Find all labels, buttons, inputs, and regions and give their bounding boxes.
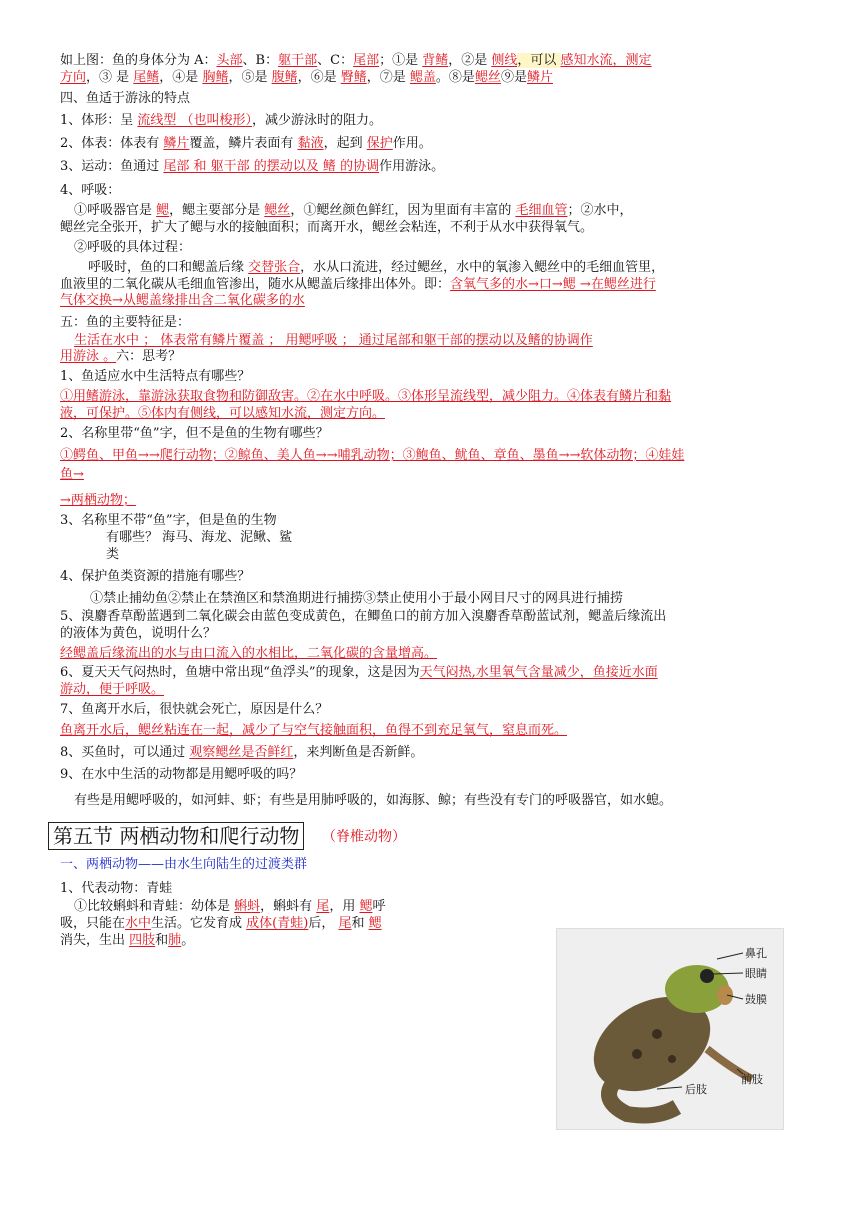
question-6: 6、夏天天气闷热时，鱼塘中常出现“鱼浮头”的现象，这是因为天气闷热,水里氧气含量减少，鱼接近水面 <box>60 665 658 680</box>
respiration-gill-note: 鳃丝完全张开，扩大了鳃与水的接触面积；而离开水，鳃丝会粘连，不利于从水中获得氧气。 <box>60 220 594 235</box>
answer-9: 有些是用鳃呼吸的，如河蚌、虾；有些是用肺呼吸的，如海豚、鲸；有些没有专门的呼吸器官，如水螅。 <box>74 793 673 808</box>
answer-7: 鱼离开水后，鳃丝粘连在一起，减少了与空气接触面积，鱼得不到充足氧气，窒息而死。 <box>60 723 568 738</box>
answer-2b: 鱼→ <box>60 467 84 482</box>
body-parts-line-1: 如上图：鱼的身体分为 A：头部、B：躯干部、C：尾部；①是 背鳍，②是 侧线，可以 感知水流，测定 <box>60 53 652 68</box>
answer-4: ①禁止捕幼鱼②禁止在禁渔区和禁渔期进行捕捞③禁止使用小于最小网目尺寸的网具进行捕捞 <box>90 591 624 606</box>
amphibian-heading: 一、两栖动物——由水生向陆生的过渡类群 <box>60 857 308 872</box>
respiration-process-1: 呼吸时，鱼的口和鳃盖后缘 交替张合，水从口流进，经过鳃丝，水中的氧渗入鳃丝中的毛细血管里， <box>88 260 665 275</box>
question-4: 4、保护鱼类资源的措施有哪些？ <box>60 569 251 584</box>
respiration-process-heading: ②呼吸的具体过程： <box>74 240 192 255</box>
heading-swim-features: 四、鱼适于游泳的特点 <box>60 91 191 106</box>
answer-blank: 背鳍 <box>422 53 449 68</box>
question-3: 3、名称里不带“鱼”字，但是鱼的生物 <box>60 513 277 528</box>
question-5a: 5、溴麝香草酚蓝遇到二氧化碳会由蓝色变成黄色，在鲫鱼口的前方加入溴麝香草酚蓝试剂，鳃盖后缘流出 <box>60 609 667 624</box>
respiration-organ: ①呼吸器官是 鳃，鳃主要部分是 鳃丝，①鳃丝颜色鲜红，因为里面有丰富的 毛细血管；②水中， <box>74 203 633 218</box>
answer-blank: 感知水流，测定 <box>560 53 652 68</box>
item-body-surface: 2、体表：体表有 鳞片覆盖，鳞片表面有 黏液，起到 保护作用。 <box>60 136 432 151</box>
answer-1b: 液，可保护。⑤体内有侧线，可以感知水流，测定方向。 <box>60 406 386 421</box>
frog-compare-3: 消失，生出 四肢和肺。 <box>60 933 195 948</box>
question-3b: 有哪些？ 海马、海龙、泥鳅、鲨 <box>106 530 293 545</box>
answer-5: 经鳃盖后缘流出的水与由口流入的水相比，二氧化碳的含量增高。 <box>60 646 438 661</box>
answer-1a: ①用鳍游泳，靠游泳获取食物和防御敌害。②在水中呼吸。③体形呈流线型，减少阻力。④体表有鳞片和黏 <box>60 389 672 404</box>
item-movement: 3、运动：鱼通过 尾部 和 躯干部 的摆动以及 鳍 的协调作用游泳。 <box>60 159 445 174</box>
section-subtitle: （脊椎动物） <box>322 829 406 845</box>
frog-figure <box>556 928 784 1130</box>
frog-compare-2: 吸，只能在水中生活。它发育成 成体(青蛙)后， 尾和 鳃 <box>60 916 382 931</box>
section-title: 第五节 两栖动物和爬行动物 <box>48 822 304 850</box>
question-5b: 的液体为黄色，说明什么？ <box>60 626 217 641</box>
frog-compare-1: ①比较蝌蚪和青蛙：幼体是 蝌蚪，蝌蚪有 尾，用 鳃呼 <box>74 899 386 914</box>
answer-6b: 游动，便于呼吸。 <box>60 682 165 697</box>
item-body-shape: 1、体形：呈 流线型 （也叫梭形），减少游泳时的阻力。 <box>60 113 383 128</box>
label-forelimb: 前肢 <box>741 1073 763 1086</box>
respiration-process-3: 气体交换→从鳃盖缘排出含二氧化碳多的水 <box>60 293 305 308</box>
answer-blank: 躯干部 <box>278 53 318 68</box>
label-nostril: 鼻孔 <box>745 947 767 960</box>
respiration-process-2: 血液里的二氧化碳从毛细血管渗出，随水从鳃盖后缘排出体外。即：含氧气多的水→口→鳃 →在鳃丝进行 <box>60 277 656 292</box>
question-1: 1、鱼适应水中生活特点有哪些？ <box>60 369 251 384</box>
body-parts-line-2: 方向，③ 是 尾鳍，④是 胸鳍，⑤是 腹鳍，⑥是 臀鳍，⑦是 鳃盖。⑧是鳃丝⑨是鳞片 <box>60 70 553 85</box>
label-eardrum: 鼓膜 <box>745 993 767 1006</box>
answer-blank: 头部 <box>216 53 243 68</box>
answer-2c: →两栖动物； <box>60 493 136 508</box>
label-eye: 眼睛 <box>745 967 767 980</box>
question-2: 2、名称里带“鱼”字，但不是鱼的生物有哪些？ <box>60 426 329 441</box>
item-respiration: 4、呼吸： <box>60 183 121 198</box>
question-3c: 类 <box>106 547 120 562</box>
label-hindlimb: 后肢 <box>685 1083 707 1096</box>
main-features-2: 用游泳 。六：思考？ <box>60 349 182 364</box>
question-9: 9、在水中生活的动物都是用鳃呼吸的吗？ <box>60 767 303 782</box>
answer-blank: 尾部 <box>353 53 380 68</box>
heading-main-features: 五：鱼的主要特征是： <box>60 315 191 330</box>
answer-2a: ①鳄鱼、甲鱼→→爬行动物；②鲸鱼、美人鱼→→哺乳动物；③鲍鱼、鱿鱼、章鱼、墨鱼→→软体动物；④娃娃 <box>60 448 685 463</box>
amphibian-example: 1、代表动物：青蛙 <box>60 881 173 896</box>
answer-blank: 侧线 <box>491 53 518 68</box>
question-7: 7、鱼离开水后，很快就会死亡，原因是什么？ <box>60 702 329 717</box>
question-8: 8、买鱼时，可以通过 观察鳃丝是否鲜红，来判断鱼是否新鲜。 <box>60 745 424 760</box>
main-features-1: 生活在水中 ； 体表常有鳞片覆盖 ； 用鳃呼吸 ； 通过尾部和躯干部的摆动以及鳍的协调作 <box>74 333 593 348</box>
